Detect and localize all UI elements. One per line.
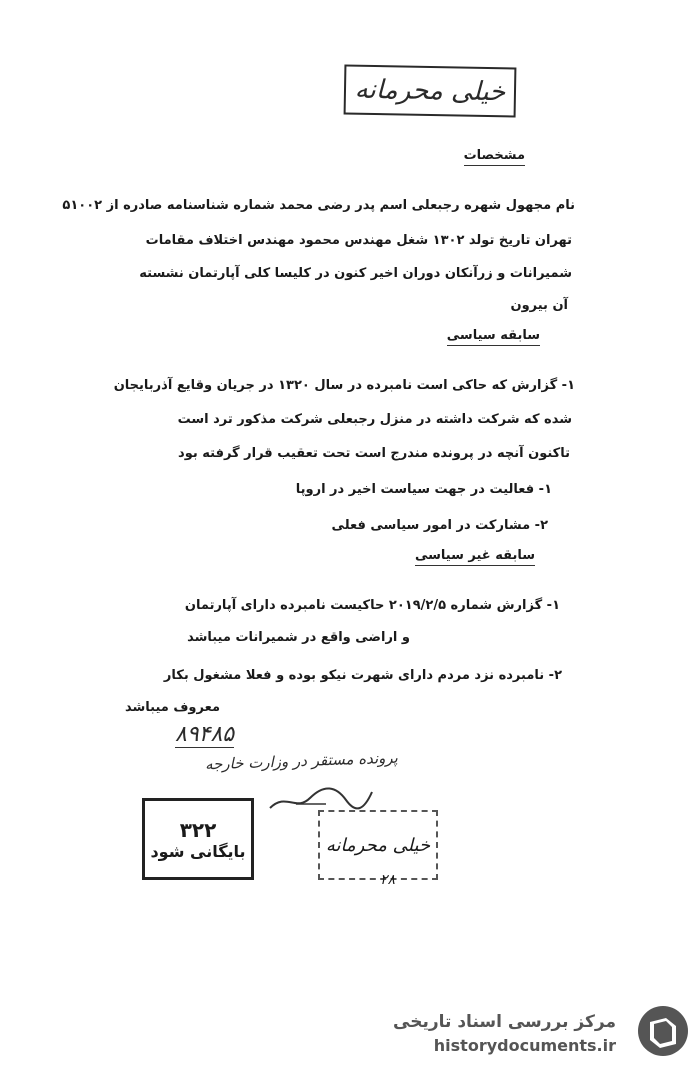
classification-stamp-bottom: خیلی محرمانه	[318, 810, 438, 880]
handwritten-note: پرونده مستقر در وزارت خارجه	[204, 748, 399, 774]
handwritten-number: ۸۹۴۸۵	[175, 722, 235, 747]
political-line-4: ۱- فعالیت در جهت سیاست اخیر در اروپا	[295, 482, 552, 497]
watermark-name: مرکز بررسی اسناد تاریخی	[393, 1012, 616, 1032]
watermark-url: historydocuments.ir	[433, 1036, 616, 1055]
page-number: ۲۸	[380, 872, 396, 888]
archive-label: بایگانی شود	[150, 841, 246, 861]
political-line-3: تاکنون آنچه در پرونده مندرج است تحت تعقیب قرار گرفته بود	[178, 446, 570, 461]
details-line-2: تهران تاریخ تولد ۱۳۰۲ شغل مهندس محمود مهندس اختلاف مقامات	[145, 233, 572, 248]
details-line-4: آن بیرون	[510, 298, 568, 313]
political-line-2: شده که شرکت داشته در منزل رجبعلی شرکت مذکور ترد است	[177, 412, 572, 427]
political-line-5: ۲- مشارکت در امور سیاسی فعلی	[331, 518, 548, 533]
section-heading-political: سابقه سیاسی	[447, 328, 540, 346]
nonpolitical-line-4: معروف میباشد	[124, 700, 220, 715]
nonpolitical-line-1: ۱- گزارش شماره ۲۰۱۹/۲/۵ حاکیست نامبرده دارای آپارتمان	[184, 598, 560, 613]
section-heading-nonpolitical: سابقه غیر سیاسی	[415, 548, 535, 566]
nonpolitical-line-2: و اراضی واقع در شمیرانات میباشد	[187, 630, 410, 645]
archive-number: ۳۲۲	[179, 817, 217, 842]
archive-logo-icon	[636, 1004, 690, 1058]
details-line-1: نام مجهول شهره رجبعلی اسم پدر رضی محمد شماره شناسنامه صادره از ۵۱۰۰۲	[62, 198, 575, 213]
archive-box-stamp	[142, 798, 254, 880]
details-line-3: شمیرانات و زرآنکان دوران اخیر کنون در کلیسا کلی آپارتمان نشسته	[139, 266, 572, 281]
classification-stamp-top: خیلی محرمانه	[344, 65, 517, 118]
nonpolitical-line-3: ۲- نامبرده نزد مردم دارای شهرت نیکو بوده و فعلا مشغول بکار	[163, 668, 562, 683]
section-heading-details: مشخصات	[464, 148, 525, 166]
political-line-1: ۱- گزارش که حاکی است نامبرده در سال ۱۳۲۰ در جریان وقایع آذربایجان	[113, 378, 575, 393]
